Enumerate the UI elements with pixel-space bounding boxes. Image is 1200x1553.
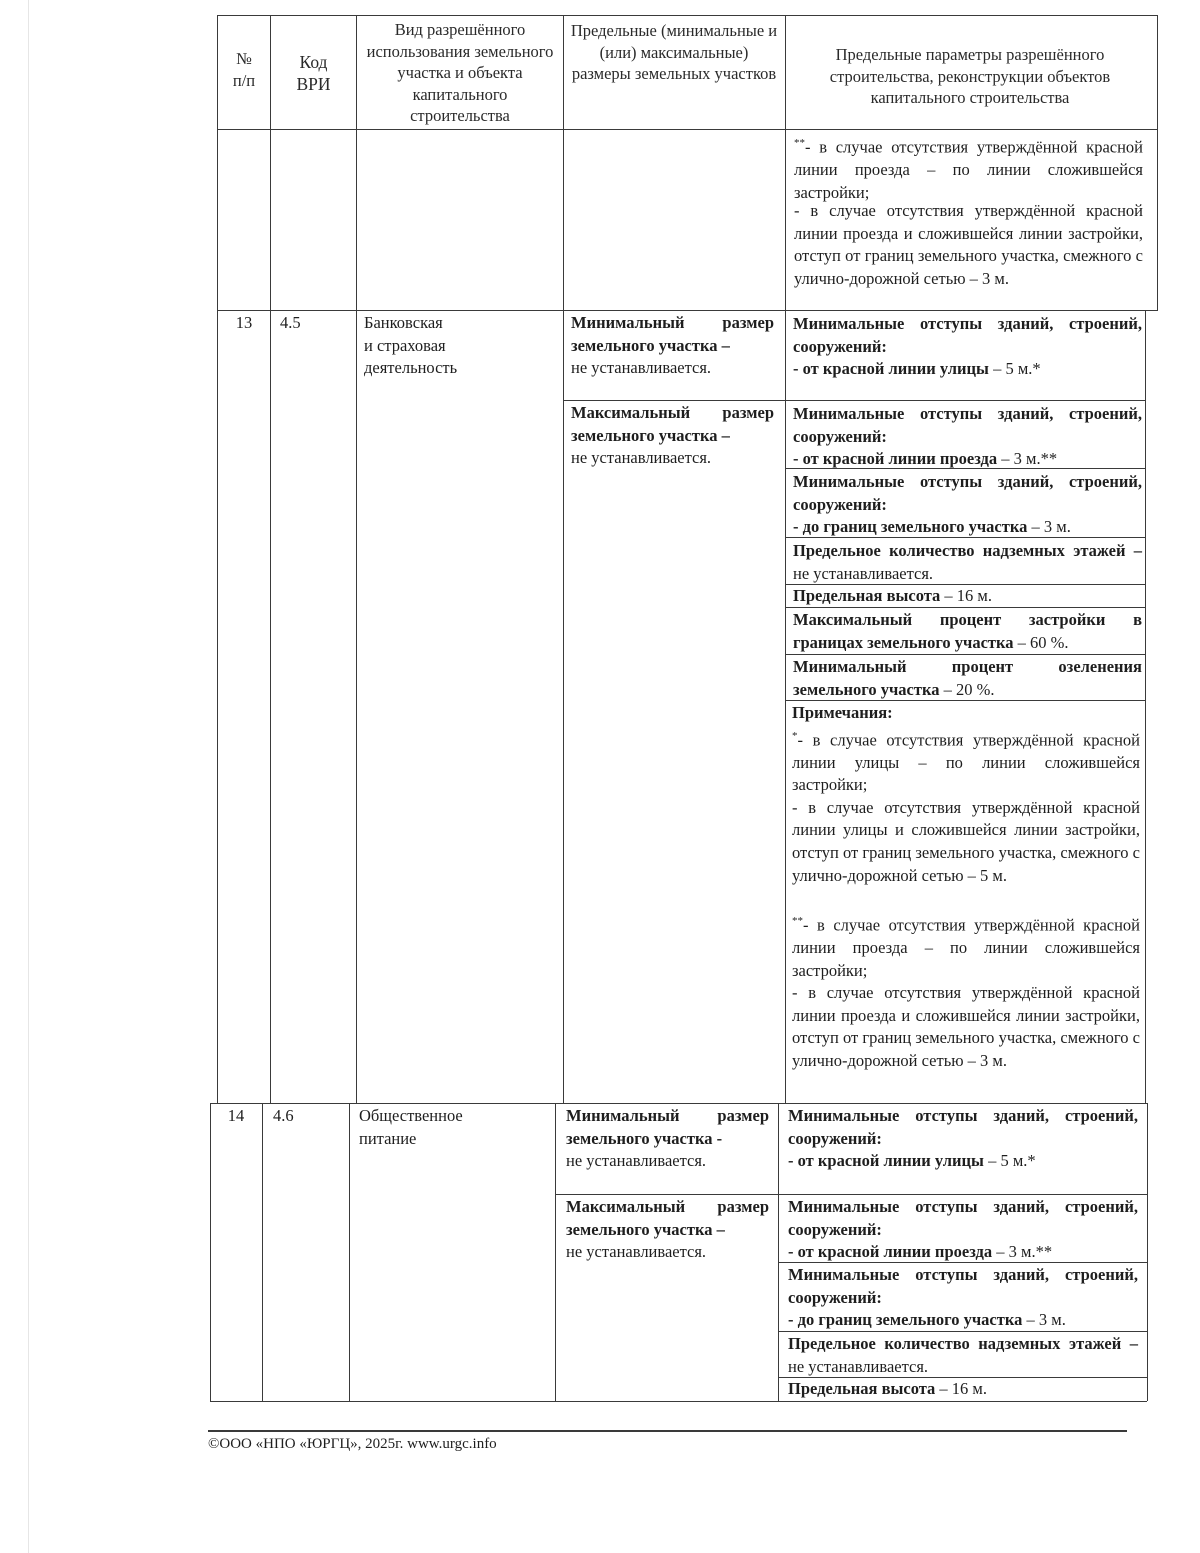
row13-max-size: Максимальный размер земельного участка – не устанавливается. bbox=[571, 403, 774, 468]
row14-code: 4.6 bbox=[273, 1106, 294, 1125]
header-plot-size: Предельные (минимальные и (или) максимальные) размеры земельных участков bbox=[570, 21, 778, 83]
header-build-params: Предельные параметры разрешённого строительства, реконструкции объектов капитального строительства bbox=[829, 45, 1111, 107]
row14-use-type: Общественное питание bbox=[359, 1106, 463, 1148]
row13-param-red-line-driveway: Минимальные отступы зданий, строений, сооружений: - от красной линии проезда – 3 м.** bbox=[793, 404, 1142, 469]
footer-divider bbox=[208, 1430, 1127, 1432]
row13-min-size: Минимальный размер земельного участка – не устанавливается. bbox=[571, 313, 774, 378]
row14-number: 14 bbox=[227, 1106, 245, 1125]
row14-param-red-line-driveway: Минимальные отступы зданий, строений, сооружений: - от красной линии проезда – 3 м.** bbox=[788, 1197, 1138, 1262]
header-number: № п/п bbox=[232, 49, 256, 90]
row14-min-size: Минимальный размер земельного участка - не устанавливается. bbox=[566, 1106, 769, 1171]
row14-param-height: Предельная высота – 16 м. bbox=[788, 1379, 987, 1398]
header-use-type: Вид разрешённого использования земельного участка и объекта капитального строительства bbox=[366, 20, 554, 125]
row13-param-floors: Предельное количество надземных этажей – не устанавливается. bbox=[793, 541, 1142, 583]
row13-param-building-percent: Максимальный процент застройки в границах земельного участка – 60 %. bbox=[793, 610, 1142, 652]
row13-param-plot-border: Минимальные отступы зданий, строений, сооружений: - до границ земельного участка – 3 м. bbox=[793, 472, 1142, 537]
scan-page-edge bbox=[28, 0, 29, 1553]
row14-param-plot-border: Минимальные отступы зданий, строений, сооружений: - до границ земельного участка – 3 м. bbox=[788, 1265, 1138, 1330]
footer-copyright: ©ООО «НПО «ЮРГЦ», 2025г. www.urgc.info bbox=[208, 1436, 497, 1452]
row13-param-red-line-street: Минимальные отступы зданий, строений, сооружений: - от красной линии улицы – 5 м.* bbox=[793, 314, 1142, 379]
prev-row-note-1: **- в случае отсутствия утверждённой красной линии проезда – по линии сложившейся застройки; bbox=[794, 137, 1143, 202]
row13-notes: Примечания: *- в случае отсутствия утверждённой красной линии улицы – по линии сложившейся застройки; - в случае отсутствия утверждённой красной линии улицы и сложившейся линии застройки, отступ от границ земельного участка, смежного с улично-дорожной сетью – 5 м. **- в случае отсутствия утверждённой красной линии проезда – по линии сложившейся застройки; - в случае отсутствия утверждённой красной линии проезда и сложившейся линии застройки, отступ от границ земельного участка, смежного с улично-дорожной сетью – 3 м. bbox=[792, 703, 1140, 1070]
prev-row-note-2: - в случае отсутствия утверждённой красной линии проезда и сложившейся линии застройки, отступ от границ земельного участка, смежного с улично-дорожной сетью – 3 м. bbox=[794, 201, 1143, 288]
row14-param-red-line-street: Минимальные отступы зданий, строений, сооружений: - от красной линии улицы – 5 м.* bbox=[788, 1106, 1138, 1171]
row13-param-greenery-percent: Минимальный процент озеленения земельного участка – 20 %. bbox=[793, 657, 1142, 699]
row14-max-size: Максимальный размер земельного участка – не устанавливается. bbox=[566, 1197, 769, 1262]
row13-code: 4.5 bbox=[280, 313, 301, 332]
row13-param-height: Предельная высота – 16 м. bbox=[793, 586, 992, 605]
row13-number: 13 bbox=[235, 313, 253, 332]
header-code: Код ВРИ bbox=[296, 52, 331, 94]
row14-param-floors: Предельное количество надземных этажей – не устанавливается. bbox=[788, 1334, 1138, 1376]
row13-use-type: Банковская и страховая деятельность bbox=[364, 313, 458, 378]
